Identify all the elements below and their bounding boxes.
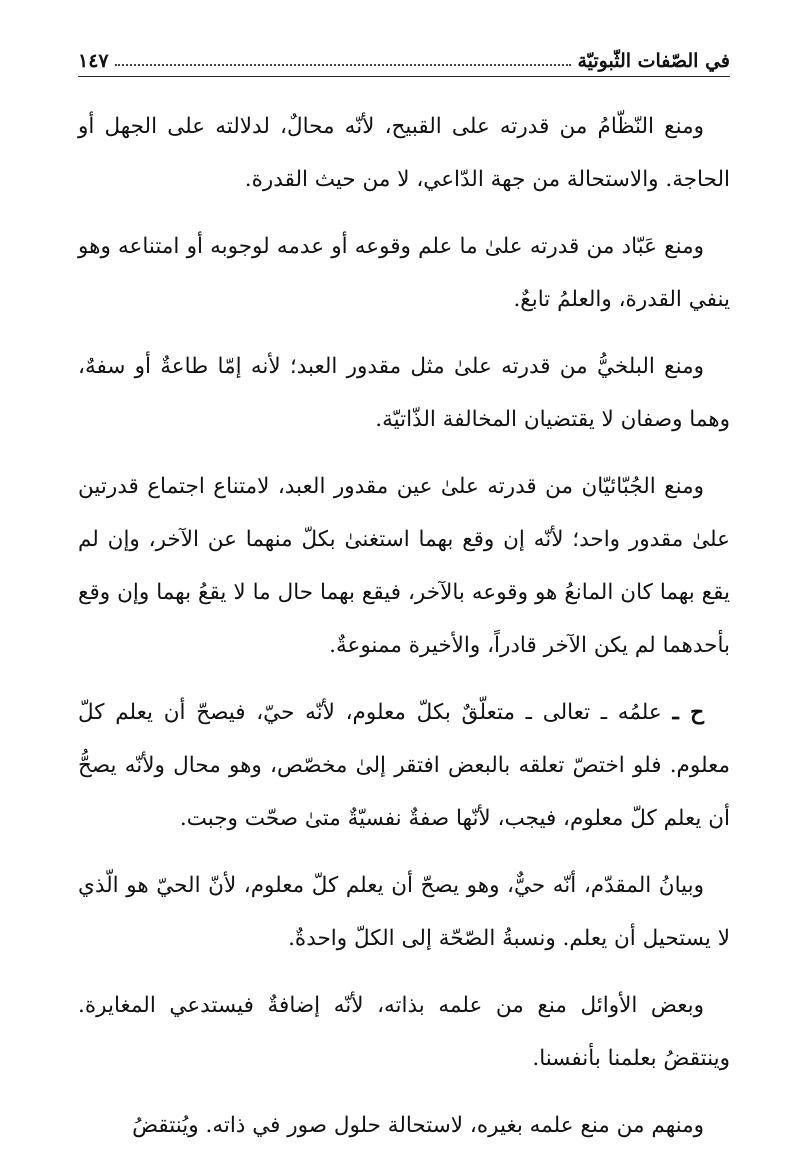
paragraph-text: ومنع النّظّامُ من قدرته على القبيح، لأنّه محالٌ، لدلالته على الجهل أو الحاجة. والاستحالة من جهة الدّاعي، لا من حيث القدرة. (78, 114, 730, 192)
paragraph-text: علمُه ـ تعالى ـ متعلّقٌ بكلّ معلوم، لأنّه حيّ، فيصحّ أن يعلم كلّ معلوم. فلو اختصّ تعلقه بالبعض افتقر إلىٰ مخصّص، وهو محال ولأنّه يصحُّ أن يعلم كلّ معلوم، فيجب، لأنّها صفةٌ نفسيّةٌ متىٰ صحّت وجبت. (78, 700, 730, 831)
running-header (78, 38, 730, 72)
paragraph (78, 340, 730, 446)
header-title: في الصّفات الثّبوتيّة (577, 50, 730, 72)
paragraph-text: وبعض الأوائل منع من علمه بذاته، لأنّه إضافةٌ فيستدعي المغايرة. وينتقضُ بعلمنا بأنفسنا. (78, 993, 730, 1071)
header-divider (78, 76, 730, 77)
paragraph-text: ومنع عَبّاد من قدرته علىٰ ما علم وقوعه أو عدمه لوجوبه أو امتناعه وهو ينفي القدرة، والعلمُ تابعٌ. (78, 234, 730, 312)
paragraph (78, 1099, 730, 1152)
paragraph (78, 686, 730, 845)
header-dot-leader (115, 64, 572, 66)
paragraph (78, 979, 730, 1085)
paragraph (78, 100, 730, 206)
paragraph-text: ومنع الجُبّائيّان من قدرته علىٰ عين مقدور العبد، لامتناع اجتماع قدرتين علىٰ مقدور واحد؛ لأنّه إن وقع بهما استغنىٰ بكلّ منهما عن الآخر، وإن لم يقع بهما كان المانعُ هو وقوعه بالآخر، فيقع بهما حال ما لا يقعُ بهما وإن وقع بأحدهما لم يكن الآخر قادراً، والأخيرة ممنوعةٌ. (78, 474, 730, 658)
paragraph-text: وبيانُ المقدّم، أنّه حيٌّ، وهو يصحّ أن يعلم كلّ معلوم، لأنّ الحيّ هو الّذي لا يستحيل أن يعلم. ونسبةُ الصّحّة إلى الكلّ واحدةٌ. (78, 873, 730, 951)
paragraph-text: ومنع البلخيُّ من قدرته علىٰ مثل مقدور العبد؛ لأنه إمّا طاعةٌ أو سفهٌ، وهما وصفان لا يقتضيان المخالفة الذّاتيّة. (78, 354, 730, 432)
paragraph (78, 859, 730, 965)
page-number: ١٤٧ (78, 50, 109, 72)
paragraph (78, 460, 730, 672)
section-marker: ح ـ (672, 700, 705, 725)
paragraph (78, 220, 730, 326)
body-text (78, 100, 730, 1164)
paragraph-text: ومنهم من منع علمه بغيره، لاستحالة حلول صور في ذاته. ويُنتقضُ (132, 1113, 704, 1138)
